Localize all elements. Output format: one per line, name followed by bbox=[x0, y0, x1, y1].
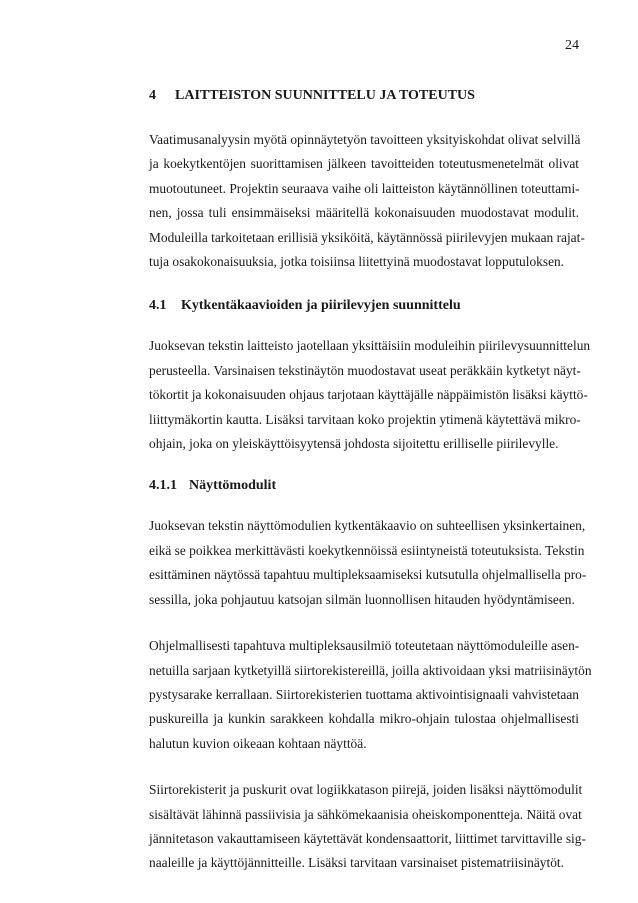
chapter-title: LAITTEISTON SUUNNITTELU JA TOTEUTUS bbox=[175, 88, 475, 103]
text-line: liittymäkortin kautta. Lisäksi tarvitaan koko projektin ytimenä käytettävä mikro- bbox=[149, 411, 581, 427]
text-line: eikä se poikkea merkittävästi koekytkennöissä esiintyneistä toteutuksista. Tekstin bbox=[149, 542, 585, 558]
text-line: Ohjelmallisesti tapahtuva multipleksausilmiö toteutetaan näyttömoduleille asen- bbox=[149, 638, 580, 654]
subsection-heading bbox=[149, 476, 579, 496]
page-number: 24 bbox=[565, 38, 579, 53]
text-line: Siirtorekisterit ja puskurit ovat logiikkatason piirejä, joiden lisäksi näyttömodulit bbox=[149, 782, 583, 798]
text-line: perusteella. Varsinaisen tekstinäytön muodostavat useat peräkkäin kytketyt näyt- bbox=[149, 362, 581, 378]
text-line: ja koekytkentöjen suorittamisen jälkeen tavoitteiden toteutusmenetelmät olivat bbox=[149, 156, 579, 172]
text-line: tuja osakokonaisuuksia, jotka toisiinsa liitettyinä muodostavat lopputuloksen. bbox=[149, 254, 565, 270]
text-line: tökortit ja kokonaisuuden ohjaus tarjotaan käyttäjälle näppäimistön lisäksi käyttö- bbox=[149, 387, 588, 403]
text-line: puskureilla ja kunkin sarakkeen kohdalla mikro-ohjain tulostaa ohjelmallisesti bbox=[149, 711, 579, 727]
text-line: nen, jossa tuli ensimmäiseksi määritellä kokonaisuuden muodostavat modulit. bbox=[149, 205, 579, 221]
section-heading bbox=[149, 296, 579, 316]
text-line: Vaatimusanalyysin myötä opinnäytetyön tavoitteen yksityiskohdat olivat selvillä bbox=[149, 132, 581, 147]
text-line: sessilla, joka pohjautuu katsojan silmän luonnollisen hitauden hyödyntämiseen. bbox=[149, 591, 575, 607]
text-line: netuilla sarjaan kytketyillä siirtorekistereillä, joilla aktivoidaan yksi matriisinäytön bbox=[149, 662, 592, 678]
paragraph-1 bbox=[149, 514, 587, 612]
page-body bbox=[149, 86, 592, 876]
text-line: Juoksevan tekstin laitteisto jaotellaan yksittäisiin moduleihin piirilevysuunnittelun bbox=[149, 338, 591, 354]
text-line: halutun kuvion oikeaan kohtaan näyttöä. bbox=[149, 735, 367, 751]
text-line: pystysarake kerrallaan. Siirtorekisterien tuottama aktivointisignaali vahvistetaan bbox=[149, 686, 579, 702]
subsection-number: 4.1.1 bbox=[149, 478, 177, 494]
text-line: naaleille ja käyttöjännitteille. Lisäksi tarvitaan varsinaiset pistematriisinäytöt. bbox=[149, 855, 564, 871]
text-line: muotoutuneet. Projektin seuraava vaihe oli laitteiston käytännöllinen toteuttami- bbox=[149, 180, 580, 196]
text-line: esittäminen näytössä tapahtuu multipleksaamiseksi kutsutulla ohjelmallisella pro- bbox=[149, 567, 587, 583]
text-line: jännitetason vakauttamiseen käytettävät kondensaattorit, liittimet tarvittaville sig- bbox=[149, 830, 586, 846]
section-number: 4.1 bbox=[149, 298, 167, 314]
chapter-number: 4 bbox=[149, 88, 156, 103]
section-paragraph bbox=[149, 334, 591, 456]
section-title: Kytkentäkaavioiden ja piirilevyjen suunnittelu bbox=[181, 298, 461, 314]
chapter-heading bbox=[149, 86, 579, 106]
paragraph-3 bbox=[149, 778, 586, 876]
text-line: ohjain, joka on yleiskäyttöisyytensä johdosta sijoitettu erilliselle piirilevylle. bbox=[149, 436, 559, 452]
text-line: Moduleilla tarkoitetaan erillisiä yksiköitä, käytännössä piirilevyjen mukaan rajat- bbox=[149, 229, 585, 245]
paragraph-2 bbox=[149, 634, 592, 756]
intro-paragraph bbox=[149, 128, 585, 274]
text-line: Juoksevan tekstin näyttömodulien kytkentäkaavio on suhteellisen yksinkertainen, bbox=[149, 518, 586, 534]
text-line: sisältävät lähinnä passiivisia ja sähkömekaanisia oheiskomponentteja. Näitä ovat bbox=[149, 806, 582, 822]
subsection-title: Näyttömodulit bbox=[189, 478, 277, 494]
